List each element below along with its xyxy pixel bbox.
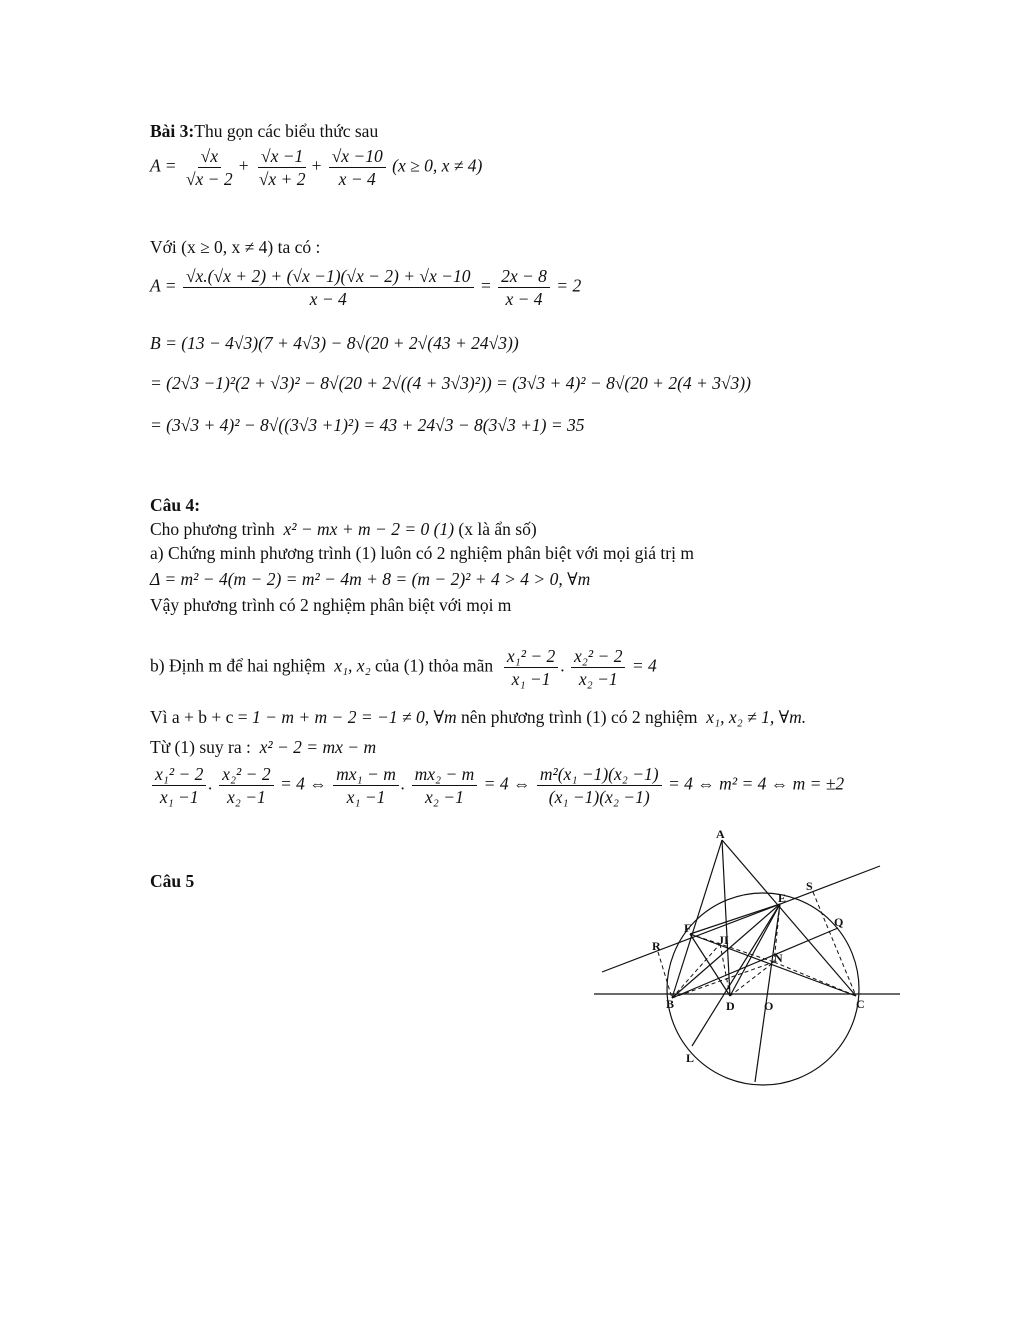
- equation-1: x² − mx + m − 2 = 0 (1): [283, 519, 455, 539]
- expr-b-line-3: = (3√3 + 4)² − 8√((3√3 +1)²) = 43 + 24√3 − 8(3√3 +1) = 35: [150, 415, 585, 435]
- point-a-label: A: [716, 827, 725, 841]
- delta-expression: Δ = m² − 4(m − 2) = m² − 4m + 8 = (m − 2)² + 4 > 4 > 0, ∀m: [150, 569, 591, 589]
- cau5-label: Câu 5: [150, 871, 195, 891]
- point-r-label: R: [652, 939, 661, 953]
- point-d-label: D: [726, 999, 735, 1013]
- point-n-label: N: [774, 951, 783, 965]
- vi-statement: Vì a + b + c = 1 − m + m − 2 = −1 ≠ 0, ∀m nên phương trình (1) có 2 nghiệm x₁, x₂ ≠ 1, ∀m.: [150, 707, 807, 727]
- point-f-label: F: [684, 921, 692, 935]
- bai3-heading: [150, 120, 378, 142]
- point-e-label: E: [778, 891, 787, 905]
- part-b-text: b) Định m để hai nghiệm x₁, x₂ của (1) thỏa mãn $\frac{\text{x₁² − 2}}{\text{x₁ −1}}$ . $\frac{\text{x₂² − 2}}{\text{x₂ −1}}$ = 4: [150, 646, 657, 689]
- fraction-2: $\frac{√x -1}{√x + 2}$: [258, 146, 306, 189]
- point-o-label: O: [764, 999, 774, 1013]
- expr-a-solution: A = $\frac{√x.(√x + 2) + (√x -1)(√x - 2) + √x -10}{x - 4}$ = $\frac{2x - 8}{x - 4}$ = 2: [150, 266, 582, 309]
- with-condition-text: Với (x ≥ 0, x ≠ 4) ta có :: [150, 237, 321, 257]
- part-a-text: a) Chứng minh phương trình (1) luôn có 2 nghiệm phân biệt với mọi giá trị m: [150, 543, 694, 563]
- point-b-label: B: [666, 997, 675, 1011]
- point-c-label: C: [856, 997, 865, 1011]
- point-l-label: L: [686, 1051, 695, 1065]
- expr-b-line-2: = (2√3 −1)²(2 + √3)² − 8√(20 + 2√((4 + 3√3)²)) = (3√3 + 4)² − 8√(20 + 2(4 + 3√3)): [150, 373, 751, 393]
- fraction-1: $\frac{√x}{√x - 2}$: [185, 146, 233, 189]
- geometry-figure: [580, 820, 920, 1100]
- solution-fraction: $\frac{√x.(√x + 2) + (√x -1)(√x - 2) + √x -10}{x - 4}$: [183, 266, 474, 309]
- expr-b-line-1: B = (13 − 4√3)(7 + 4√3) − 8√(20 + 2√(43 + 24√3)): [150, 333, 519, 353]
- expr-a-definition: A = $\frac{√x}{√x - 2}$ + $\frac{√x -1}{√x + 2}$ + $\frac{√x -10}{x - 4}$ (x ≥ 0, x ≠ 4): [150, 146, 483, 189]
- cau4-intro: Cho phương trình x² − mx + m − 2 = 0 (1) (x là ẩn số): [150, 519, 537, 539]
- bai3-title: Thu gọn các biểu thức sau: [194, 121, 379, 141]
- cau4-label: Câu 4:: [150, 495, 201, 515]
- final-derivation: $\frac{\text{x₁² − 2}}{\text{x₁ −1}}$ . $\frac{\text{x₂² − 2}}{\text{x₂ −1}}$ = 4 ⇔ $\frac{\text{mx₁ − m}}{\text{x₁ −1}}$ . $\frac{\text{mx₂ − m}}{\text{x₂ −1}}$ = 4 ⇔ $\frac{\text{m²(x₁ −1)(x₂ −1)}}{\text{(x₁ −1)(x₂ −1)}}$ = 4 ⇔ m² = 4 ⇔ m = ±2: [150, 764, 844, 807]
- point-ji-label: JI: [718, 933, 729, 947]
- expr-a-lhs: A =: [150, 155, 177, 176]
- conclusion-a: Vậy phương trình có 2 nghiệm phân biệt với mọi m: [150, 595, 512, 615]
- point-s-label: S: [806, 879, 813, 893]
- tu-statement: Từ (1) suy ra : x² − 2 = mx − m: [150, 737, 377, 757]
- condition: (x ≥ 0, x ≠ 4): [392, 155, 483, 176]
- bai3-label: Bài 3:: [150, 121, 195, 141]
- simplified-fraction: $\frac{2x - 8}{x - 4}$: [498, 266, 550, 309]
- point-q-label: Q: [834, 915, 844, 929]
- fraction-3: $\frac{√x -10}{x - 4}$: [329, 146, 386, 189]
